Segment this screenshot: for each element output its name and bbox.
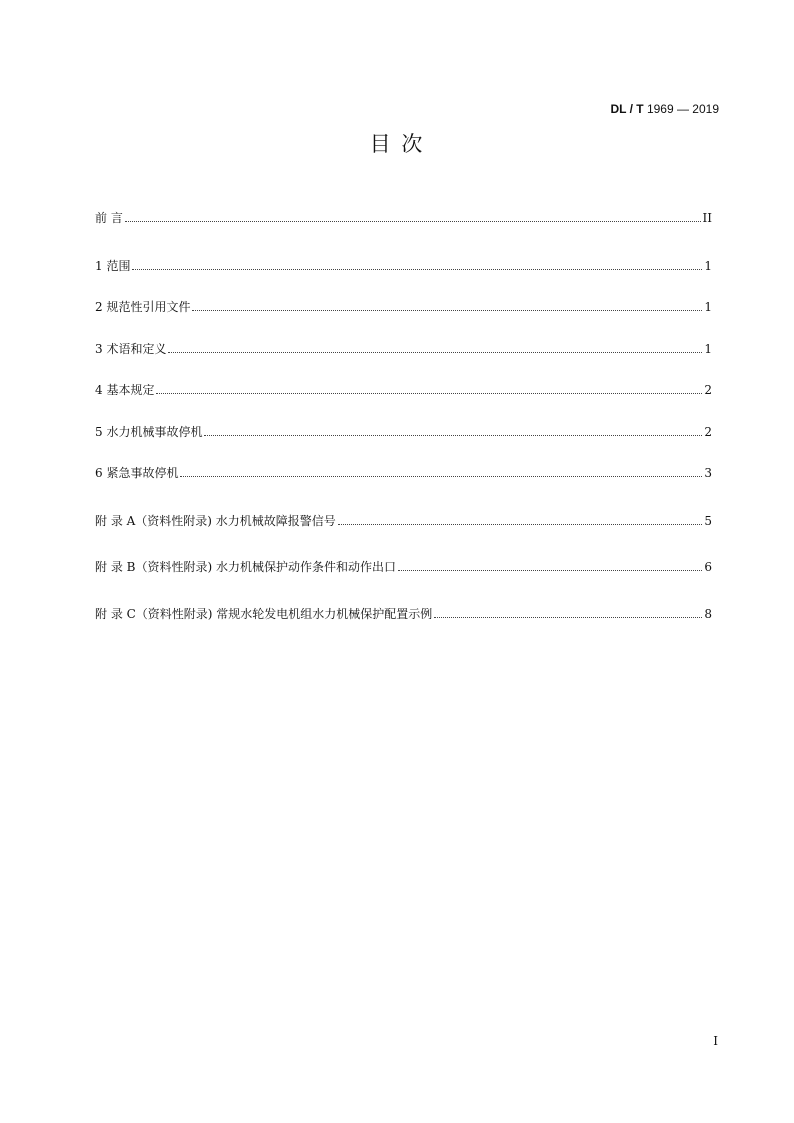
toc-entry-page: 6: [704, 560, 712, 574]
toc-entry-page: 1: [704, 342, 712, 356]
toc-entry-emergency-shutdown[interactable]: [95, 463, 712, 481]
toc-entry-label: 3 术语和定义: [95, 342, 167, 356]
toc-entry-basic-provisions[interactable]: [95, 380, 712, 398]
toc-entry-page: 3: [704, 466, 712, 480]
toc-leader-dots: [125, 221, 701, 222]
toc-entry-appendix-b[interactable]: [95, 557, 712, 575]
toc-leader-dots: [132, 269, 702, 270]
toc-entry-page: 8: [704, 607, 712, 621]
toc-entry-label: 4 基本规定: [95, 383, 155, 397]
toc-leader-dots: [398, 570, 702, 571]
toc-entry-page: 2: [704, 425, 712, 439]
toc-leader-dots: [156, 393, 702, 394]
toc-entry-page: 5: [704, 514, 712, 528]
document-code-prefix: DL / T: [610, 102, 644, 116]
toc-leader-dots: [338, 524, 703, 525]
page-title: 目 次: [369, 132, 425, 156]
toc-entry-scope[interactable]: [95, 256, 712, 274]
toc-entry-label: 1 范围: [95, 259, 131, 273]
document-code: [610, 101, 719, 117]
toc-leader-dots: [180, 476, 702, 477]
toc-entry-page: II: [702, 211, 712, 225]
toc-leader-dots: [204, 435, 702, 436]
toc-entry-foreword[interactable]: [95, 208, 712, 226]
document-code-number: 1969 — 2019: [646, 102, 719, 116]
toc-entry-page: 1: [704, 259, 712, 273]
toc-entry-label: 2 规范性引用文件: [95, 300, 191, 314]
toc-entry-accident-shutdown[interactable]: [95, 422, 712, 440]
toc-entry-label: 5 水力机械事故停机: [95, 425, 203, 439]
toc-entry-appendix-c[interactable]: [95, 604, 712, 622]
toc-entry-label: 附 录 A（资料性附录) 水力机械故障报警信号: [95, 514, 336, 528]
page-number: I: [713, 1034, 718, 1048]
toc-entry-appendix-a[interactable]: [95, 511, 712, 529]
toc-entry-page: 2: [704, 383, 712, 397]
toc-leader-dots: [168, 352, 702, 353]
toc-leader-dots: [192, 310, 702, 311]
toc-entry-label: 附 录 B（资料性附录) 水力机械保护动作条件和动作出口: [95, 560, 396, 574]
toc-entry-label: 6 紧急事故停机: [95, 466, 179, 480]
toc-leader-dots: [434, 617, 702, 618]
toc-entry-label: 附 录 C（资料性附录) 常规水轮发电机组水力机械保护配置示例: [95, 607, 433, 621]
toc-entry-label: 前 言: [95, 211, 123, 225]
toc-entry-page: 1: [704, 300, 712, 314]
toc-entry-terms-definitions[interactable]: [95, 339, 712, 357]
toc-entry-normative-references[interactable]: [95, 297, 712, 315]
